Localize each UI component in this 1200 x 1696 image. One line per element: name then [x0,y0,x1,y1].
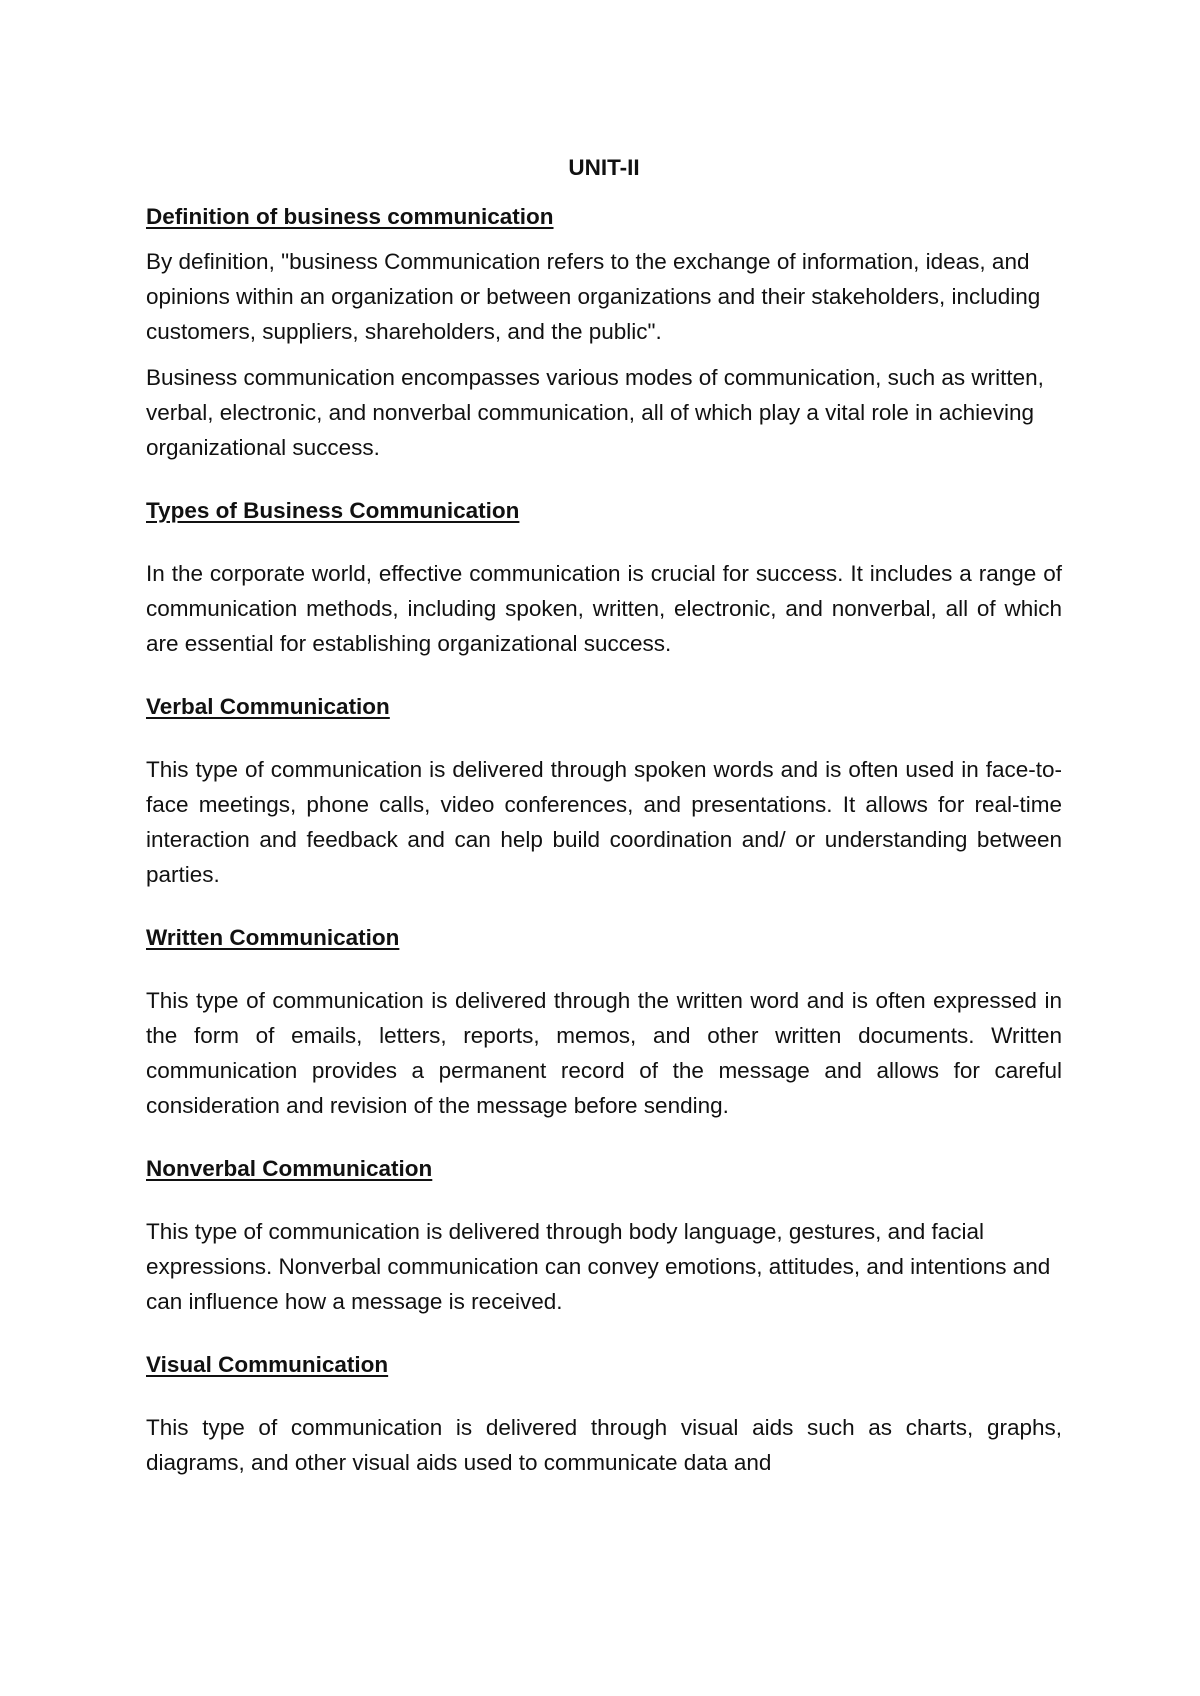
paragraph-verbal: This type of communication is delivered through spoken words and is often used in face-to-face meetings, phone calls, video conferences, and presentations. It allows for real-time interaction and feedback and can help build coordination and/ or understanding between parties. [146,757,1062,887]
paragraph-written: This type of communication is delivered through the written word and is often expressed in the form of emails, letters, reports, memos, and other written documents. Written communication provides a permanent record of the message and allows for careful consideration and revision of the message before sending. [146,988,1062,1118]
heading-verbal: Verbal Communication [146,694,390,719]
paragraph-definition-2: Business communication encompasses various modes of communication, such as written, verbal, electronic, and nonverbal communication, all of which play a vital role in achieving organizational success. [146,365,1044,460]
paragraph-nonverbal: This type of communication is delivered through body language, gestures, and facial expressions. Nonverbal communication can convey emotions, attitudes, and intentions and can influence how a message is received. [146,1219,1051,1314]
paragraph-types: In the corporate world, effective communication is crucial for success. It includes a range of communication methods, including spoken, written, electronic, and nonverbal, all of which are essential for establishing organizational success. [146,561,1062,656]
heading-types: Types of Business Communication [146,498,520,523]
heading-written: Written Communication [146,925,400,950]
heading-visual: Visual Communication [146,1352,389,1377]
heading-definition: Definition of business communication [146,204,554,229]
heading-nonverbal: Nonverbal Communication [146,1156,433,1181]
unit-title: UNIT-II [568,155,640,180]
document-page [146,150,1062,1480]
paragraph-definition-1: By definition, "business Communication refers to the exchange of information, ideas, and opinions within an organization or between organizations and their stakeholders, including customers, suppliers, shareholders, and the public". [146,249,1041,344]
paragraph-visual: This type of communication is delivered through visual aids such as charts, graphs, diagrams, and other visual aids used to communicate data and [146,1415,1062,1475]
